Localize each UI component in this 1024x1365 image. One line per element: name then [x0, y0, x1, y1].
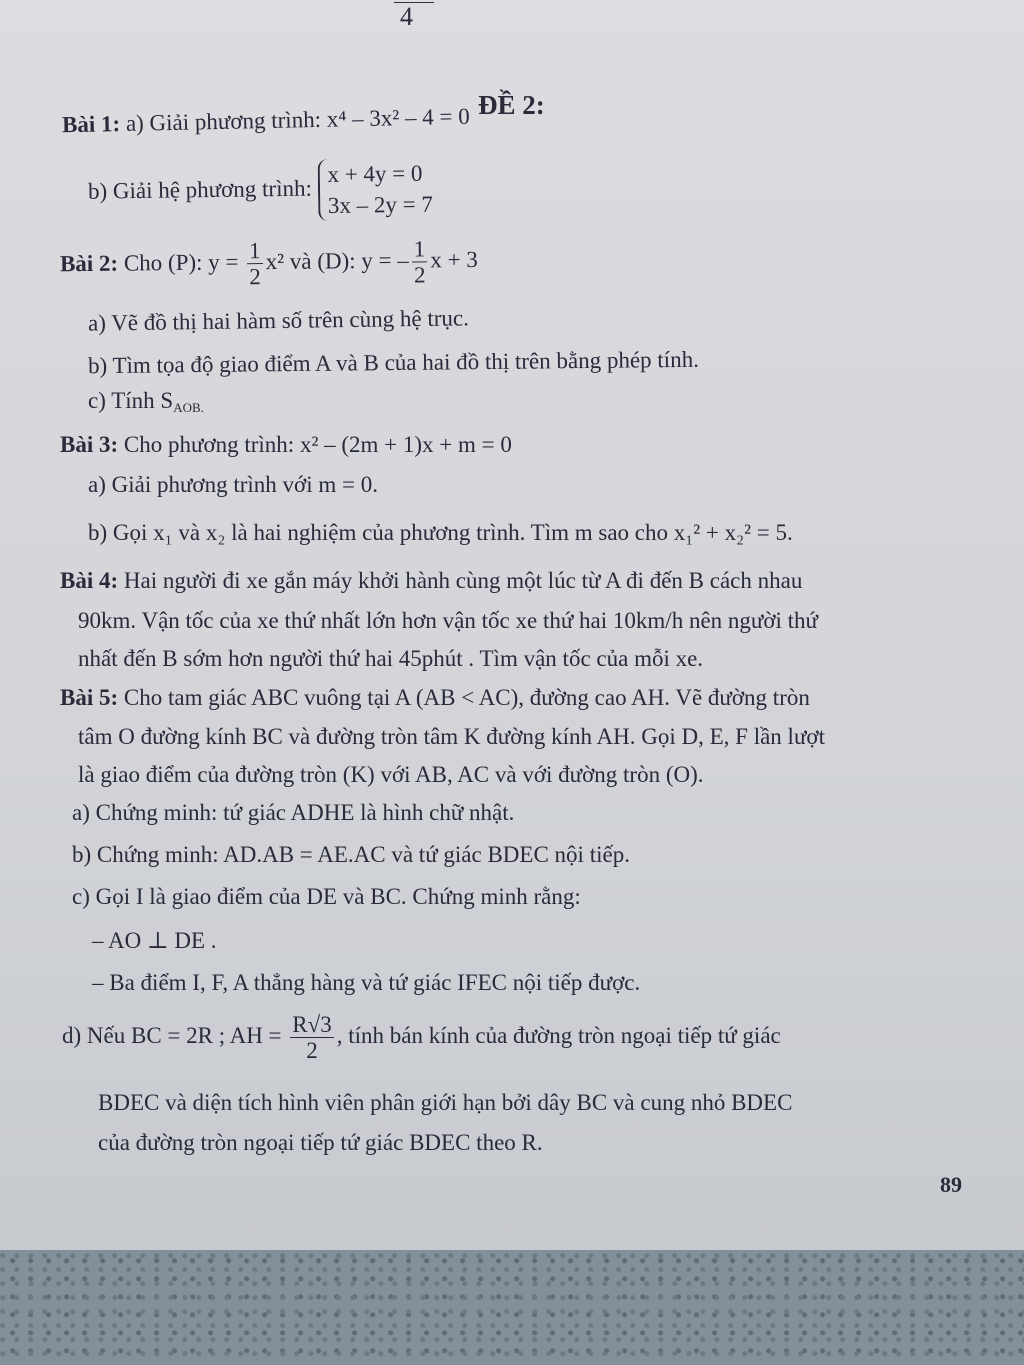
equation-system: x + 4y = 0 3x – 2y = 7	[317, 158, 433, 222]
bai5-part-d-line2: BDEC và diện tích hình viên phân giới hạn bởi dây BC và cung nhỏ BDEC	[98, 1090, 793, 1115]
bai5-line2: tâm O đường kính BC và đường tròn tâm K đường kính AH. Gọi D, E, F lần lượt	[78, 724, 825, 749]
bai5-line1: Bài 5: Cho tam giác ABC vuông tại A (AB < AC), đường cao AH. Vẽ đường tròn	[60, 685, 810, 710]
bai5-part-b: b) Chứng minh: AD.AB = AE.AC và tứ giác BDEC nội tiếp.	[72, 842, 630, 867]
bai5-part-d: d) Nếu BC = 2R ; AH = $\frac{R√3}{2}$ , tính bán kính của đường tròn ngoại tiếp tứ giác	[62, 1012, 781, 1064]
bai2-part-b: b) Tìm tọa độ giao điểm A và B của hai đồ thị trên bằng phép tính.	[87, 346, 699, 379]
background-floor	[0, 1250, 1024, 1365]
page-number: 89	[940, 1172, 962, 1197]
bai1-part-a: Bài 1: a) Giải phương trình: x⁴ – 3x² – 4 = 0	[61, 103, 470, 138]
bai4-line3: nhất đến B sớm hơn người thứ hai 45phút . Tìm vận tốc của mỗi xe.	[78, 646, 704, 671]
bai3-part-a: a) Giải phương trình với m = 0.	[88, 472, 378, 497]
bai2-intro: Bài 2: Cho (P): y = $\frac{1}{2}$ x² và (D): y = – $\frac{1}{2}$ x + 3	[59, 236, 478, 290]
bai3-part-b: b) Gọi x₁ và x₂ là hai nghiệm của phương trình. Tìm m sao cho x₁² + x₂² = 5.	[88, 520, 793, 545]
bai1-part-b: b) Giải hệ phương trình: x + 4y = 0 3x – 2y = 7	[88, 158, 434, 225]
bai5-part-c2: – Ba điểm I, F, A thẳng hàng và tứ giác IFEC nội tiếp được.	[92, 970, 641, 995]
bai4-line2: 90km. Vận tốc của xe thứ nhất lớn hơn vận tốc xe thứ hai 10km/h nên người thứ	[78, 608, 819, 633]
bai5-part-c1: – AO ⊥ DE .	[92, 928, 217, 953]
exam-title: ĐỀ 2:	[478, 90, 545, 120]
bai3-intro: Bài 3: Cho phương trình: x² – (2m + 1)x + m = 0	[60, 432, 512, 457]
bai2-part-c: c) Tính $S_{AOB.}$	[88, 388, 204, 415]
bai5-part-a: a) Chứng minh: tứ giác ADHE là hình chữ nhật.	[72, 800, 515, 825]
bai5-part-c: c) Gọi I là giao điểm của DE và BC. Chứng minh rằng:	[72, 884, 581, 909]
top-fraction-fragment: 4	[400, 2, 413, 32]
bai5-part-d-line3: của đường tròn ngoại tiếp tứ giác BDEC theo R.	[98, 1130, 543, 1155]
bai4-line1: Bài 4: Hai người đi xe gắn máy khởi hành cùng một lúc từ A đi đến B cách nhau	[60, 568, 803, 593]
bai5-line3: là giao điểm của đường tròn (K) với AB, AC và với đường tròn (O).	[78, 762, 704, 787]
bai2-part-a: a) Vẽ đồ thị hai hàm số trên cùng hệ trục.	[87, 305, 470, 336]
